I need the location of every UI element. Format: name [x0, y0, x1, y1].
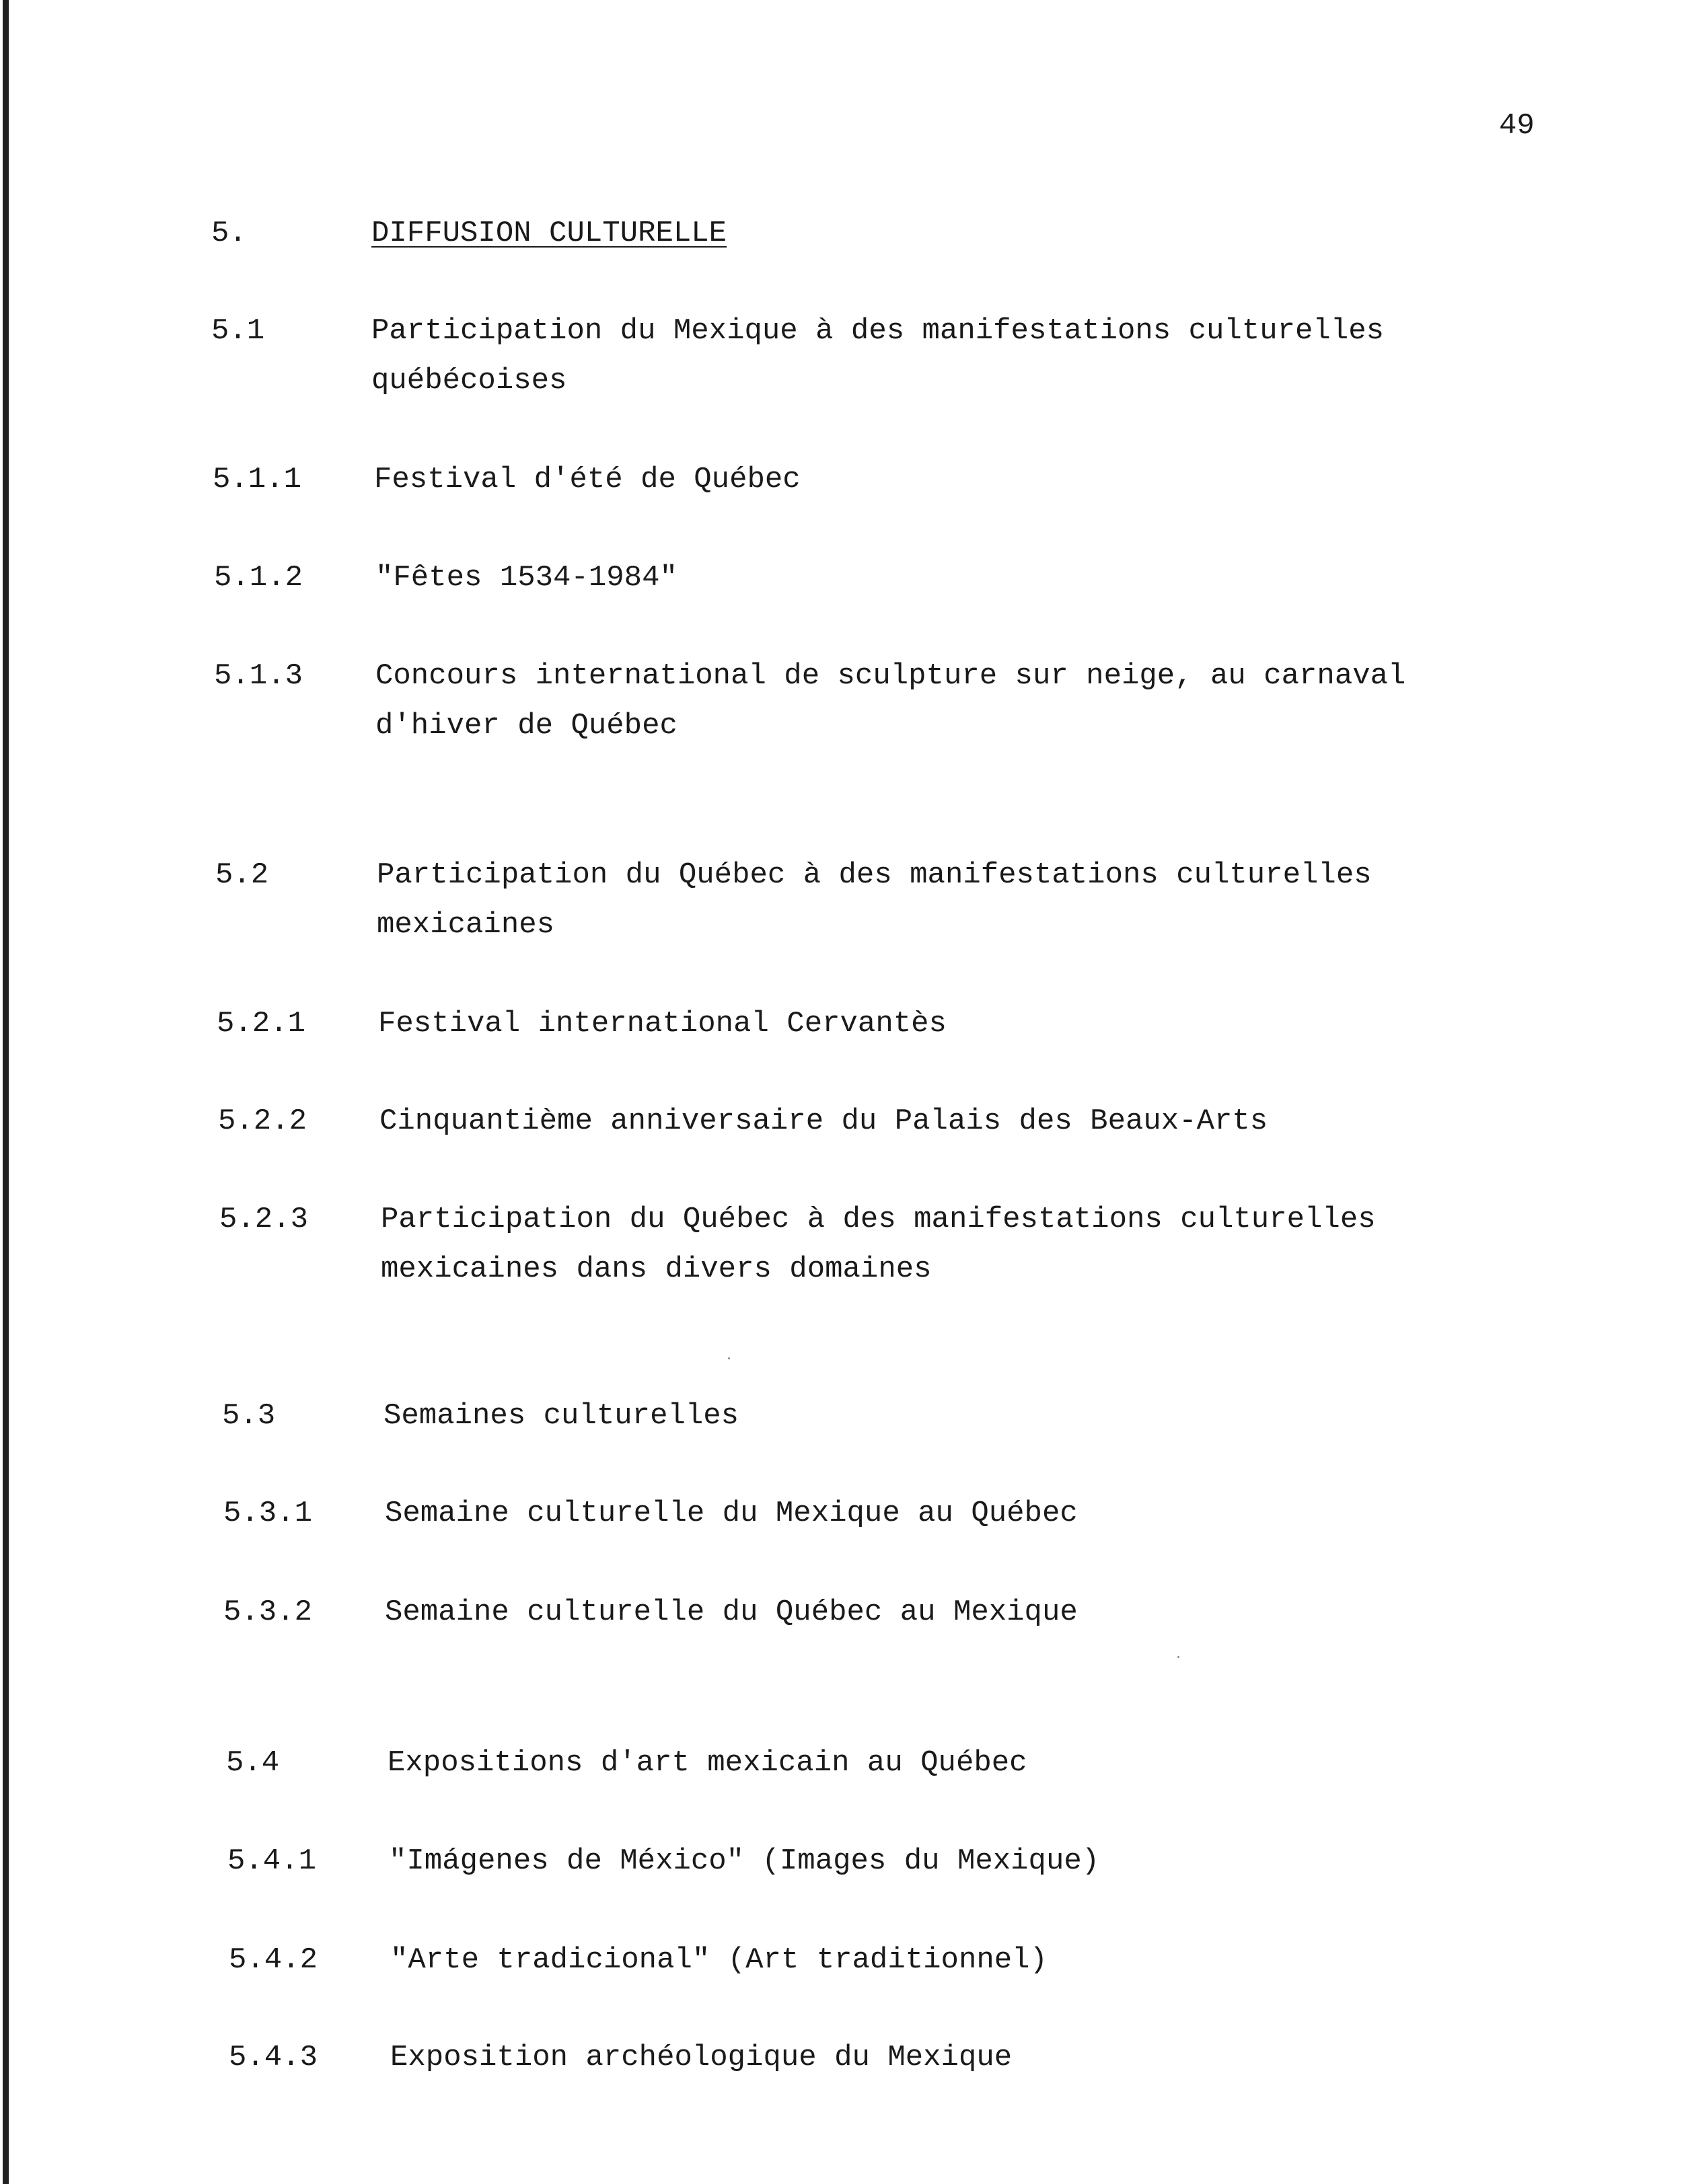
entry-number: 5.2.2	[218, 1104, 307, 1138]
entry-number: 5.1.3	[214, 659, 303, 693]
scan-speck	[1177, 1656, 1179, 1658]
entry-line: mexicaines	[377, 908, 555, 942]
entry-number: 5.4.2	[229, 1943, 318, 1977]
entry-line: "Imágenes de México" (Images du Mexique)	[389, 1844, 1100, 1878]
entry-line: Festival international Cervantès	[378, 1007, 947, 1041]
entry-number: 5.3.2	[223, 1595, 313, 1629]
entry-number: 5.4.1	[227, 1844, 317, 1878]
entry-title	[375, 651, 1405, 751]
entry-number: 5.1.1	[213, 463, 302, 496]
entry-title	[390, 1935, 1048, 1985]
section-title: DIFFUSION CULTURELLE	[371, 217, 727, 250]
entry-number: 5.3	[222, 1399, 276, 1433]
entry-line: Semaine culturelle du Mexique au Québec	[385, 1497, 1078, 1530]
entry-line: Participation du Mexique à des manifestations culturelles	[371, 314, 1385, 348]
entry-number: 5.2	[215, 858, 269, 892]
section-number: 5.	[211, 217, 247, 250]
entry-title	[390, 2033, 1012, 2082]
entry-line: Exposition archéologique du Mexique	[390, 2041, 1013, 2074]
entry-line: Cinquantième anniversaire du Palais des Beaux-Arts	[379, 1104, 1268, 1138]
entry-title	[371, 306, 1384, 406]
entry-title	[385, 1587, 1078, 1637]
scan-speck	[728, 1357, 730, 1359]
entry-title	[388, 1738, 1027, 1788]
entry-line: "Arte tradicional" (Art traditionnel)	[390, 1943, 1048, 1977]
entry-title	[389, 1836, 1099, 1886]
entry-number: 5.1.2	[214, 561, 303, 595]
entry-line: mexicaines dans divers domaines	[381, 1252, 932, 1286]
entry-number: 5.1	[211, 314, 265, 348]
entry-title	[385, 1489, 1078, 1538]
entry-title	[375, 553, 678, 603]
entry-line: québécoises	[371, 364, 567, 398]
entry-title	[383, 1391, 739, 1441]
entry-number: 5.2.1	[217, 1007, 306, 1041]
entry-line: Semaine culturelle du Québec au Mexique	[385, 1595, 1078, 1629]
entry-line: Concours international de sculpture sur neige, au carnaval	[375, 659, 1406, 693]
entry-title	[374, 455, 801, 504]
scan-edge-line	[3, 0, 9, 2184]
entry-title	[377, 850, 1372, 950]
entry-line: Expositions d'art mexicain au Québec	[388, 1746, 1027, 1780]
entry-title	[381, 1195, 1376, 1294]
entry-line: Participation du Québec à des manifestations culturelles	[377, 858, 1372, 892]
entry-line: d'hiver de Québec	[375, 709, 678, 743]
entry-title	[379, 1096, 1268, 1146]
entry-number: 5.4	[226, 1746, 280, 1780]
entry-line: Participation du Québec à des manifestations culturelles	[381, 1203, 1376, 1236]
entry-number: 5.4.3	[229, 2041, 318, 2074]
entry-line: "Fêtes 1534-1984"	[375, 561, 678, 595]
page-number: 49	[1499, 109, 1535, 143]
entry-line: Semaines culturelles	[383, 1399, 739, 1433]
entry-number: 5.2.3	[219, 1203, 309, 1236]
entry-number: 5.3.1	[223, 1497, 313, 1530]
entry-title	[378, 999, 947, 1049]
entry-line: Festival d'été de Québec	[374, 463, 801, 496]
